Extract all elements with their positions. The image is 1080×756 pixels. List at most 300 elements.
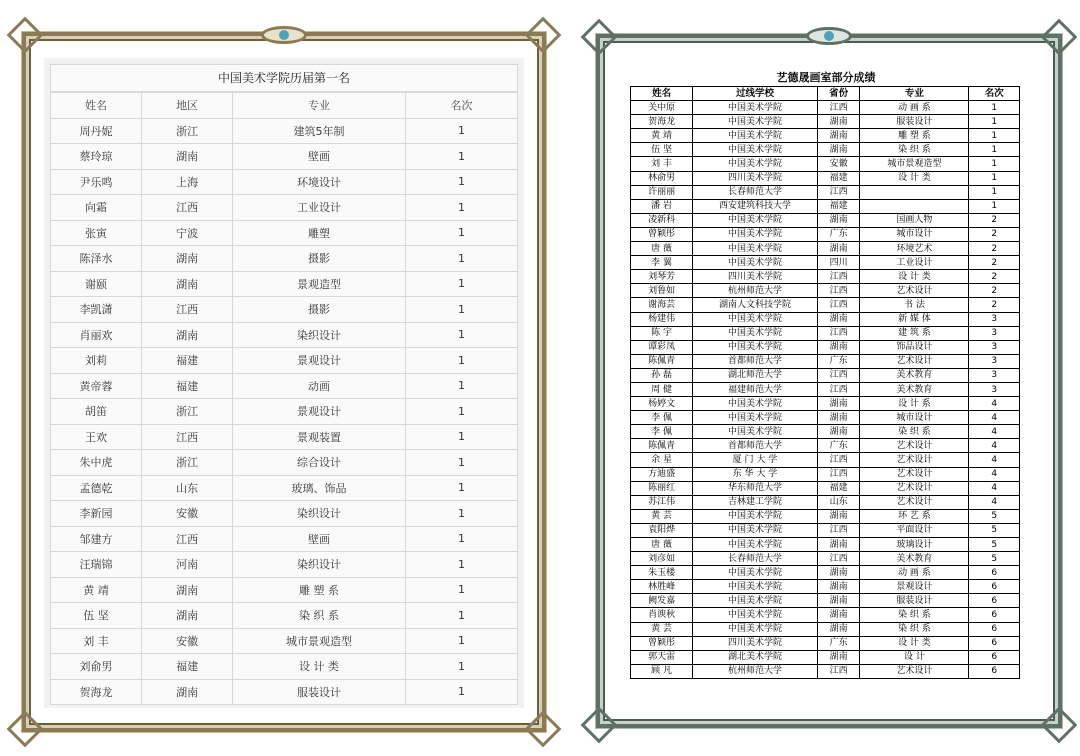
cell-name: 陈佩青 [631, 354, 693, 368]
cell-major: 景观设计 [233, 399, 406, 425]
cell-major: 染织设计 [233, 552, 406, 578]
table-row [631, 636, 1020, 650]
cell-rank: 1 [405, 271, 517, 297]
cell-region: 江西 [142, 195, 233, 221]
cell-school: 湖南人文科技学院 [693, 298, 817, 312]
cell-school: 中国美术学院 [693, 312, 817, 326]
cell-rank: 6 [969, 622, 1020, 636]
cell-region: 安徽 [142, 501, 233, 527]
cell-region: 安徽 [142, 628, 233, 654]
cell-province: 湖南 [817, 608, 860, 622]
cell-rank: 1 [969, 143, 1020, 157]
cell-province: 江西 [817, 284, 860, 298]
cell-name: 阙发嘉 [631, 594, 693, 608]
cell-rank: 5 [969, 523, 1020, 537]
cell-rank: 2 [969, 213, 1020, 227]
cell-name: 刘莉 [51, 348, 142, 374]
table-row [631, 340, 1020, 354]
cell-region: 福建 [142, 373, 233, 399]
cell-rank: 4 [969, 467, 1020, 481]
table-row [51, 144, 518, 170]
cell-school: 四川美术学院 [693, 171, 817, 185]
cell-name: 谢海芸 [631, 298, 693, 312]
column-header-major: 专业 [233, 93, 406, 119]
cell-major: 新 媒 体 [860, 312, 969, 326]
column-header-school: 过线学校 [693, 87, 817, 101]
cell-rank: 3 [969, 382, 1020, 396]
cell-school: 湖北师范大学 [693, 368, 817, 382]
cell-province: 江西 [817, 382, 860, 396]
cell-major: 环境艺术 [860, 242, 969, 256]
table-row [51, 373, 518, 399]
cell-name: 肖谀秋 [631, 608, 693, 622]
cell-rank: 1 [405, 552, 517, 578]
table-row [631, 650, 1020, 664]
cell-name: 孟德乾 [51, 475, 142, 501]
cell-rank: 1 [405, 144, 517, 170]
cell-name: 邹建方 [51, 526, 142, 552]
cell-province: 江西 [817, 523, 860, 537]
cell-rank: 2 [969, 242, 1020, 256]
cell-rank: 1 [405, 373, 517, 399]
cell-name: 刘 丰 [51, 628, 142, 654]
cell-school: 中国美术学院 [693, 566, 817, 580]
cell-major: 设 计 [860, 650, 969, 664]
cell-major: 艺术设计 [860, 439, 969, 453]
table-row [51, 475, 518, 501]
cell-rank: 5 [969, 552, 1020, 566]
cell-name: 李 翼 [631, 256, 693, 270]
cell-name: 曾颖彤 [631, 227, 693, 241]
cell-rank: 1 [405, 654, 517, 680]
cell-major: 设 计 类 [860, 171, 969, 185]
table-row [51, 271, 518, 297]
cell-major: 书 法 [860, 298, 969, 312]
cell-province: 江西 [817, 467, 860, 481]
cell-school: 中国美术学院 [693, 425, 817, 439]
cell-rank: 4 [969, 425, 1020, 439]
cell-province: 福建 [817, 171, 860, 185]
cell-name: 方迪盛 [631, 467, 693, 481]
cell-school: 中国美术学院 [693, 326, 817, 340]
cell-province: 广东 [817, 636, 860, 650]
cell-region: 浙江 [142, 399, 233, 425]
cell-major: 美术教育 [860, 552, 969, 566]
cell-school: 湖北美术学院 [693, 650, 817, 664]
cell-province: 广东 [817, 354, 860, 368]
cell-rank: 1 [405, 628, 517, 654]
cell-province: 四川 [817, 256, 860, 270]
cell-province: 江西 [817, 185, 860, 199]
cell-name: 杨婷文 [631, 397, 693, 411]
table-row [51, 603, 518, 629]
cell-rank: 1 [405, 450, 517, 476]
cell-rank: 2 [969, 284, 1020, 298]
cell-rank: 3 [969, 368, 1020, 382]
table-header-row [631, 87, 1020, 101]
cell-rank: 5 [969, 538, 1020, 552]
table-row [51, 399, 518, 425]
cell-school: 中国美术学院 [693, 143, 817, 157]
cell-name: 顾 凡 [631, 664, 693, 678]
cell-school: 中国美术学院 [693, 397, 817, 411]
cell-rank: 2 [969, 270, 1020, 284]
table-row [631, 199, 1020, 213]
cell-province: 广东 [817, 227, 860, 241]
cell-major: 艺术设计 [860, 495, 969, 509]
cell-name: 黄 靖 [51, 577, 142, 603]
table-row [51, 297, 518, 323]
cell-major: 玻璃、饰品 [233, 475, 406, 501]
table-row [631, 566, 1020, 580]
table-row [51, 220, 518, 246]
cell-rank: 1 [405, 603, 517, 629]
cell-school: 中国美术学院 [693, 340, 817, 354]
cell-school: 杭州师范大学 [693, 664, 817, 678]
cell-major: 染织设计 [233, 501, 406, 527]
cell-province: 广东 [817, 439, 860, 453]
cell-rank: 6 [969, 566, 1020, 580]
cell-major: 服装设计 [233, 679, 406, 705]
cell-province: 湖南 [817, 566, 860, 580]
cell-major: 雕 塑 系 [860, 129, 969, 143]
cell-rank: 6 [969, 594, 1020, 608]
cell-major [860, 185, 969, 199]
cell-name: 潘 岩 [631, 199, 693, 213]
cell-major: 服装设计 [860, 594, 969, 608]
cell-name: 黄 芸 [631, 509, 693, 523]
cell-major: 景观设计 [233, 348, 406, 374]
cell-major: 玻璃设计 [860, 538, 969, 552]
cell-name: 余 星 [631, 453, 693, 467]
cell-major: 建筑5年制 [233, 118, 406, 144]
table-row [631, 622, 1020, 636]
table-row [631, 523, 1020, 537]
cell-rank: 1 [969, 129, 1020, 143]
cell-school: 中国美术学院 [693, 157, 817, 171]
table-row [631, 270, 1020, 284]
cell-school: 杭州师范大学 [693, 284, 817, 298]
cell-major: 设 计 类 [860, 636, 969, 650]
cell-major: 染 织 系 [860, 425, 969, 439]
cell-rank: 3 [969, 326, 1020, 340]
table-row [51, 169, 518, 195]
cell-rank: 1 [405, 246, 517, 272]
cell-name: 袁阳烨 [631, 523, 693, 537]
cell-name: 蔡玲琼 [51, 144, 142, 170]
cell-rank: 1 [405, 348, 517, 374]
cell-name: 王欢 [51, 424, 142, 450]
table-row [51, 246, 518, 272]
cell-name: 周丹妮 [51, 118, 142, 144]
cell-school: 四川美术学院 [693, 270, 817, 284]
cell-school: 中国美术学院 [693, 622, 817, 636]
cell-name: 李凯潇 [51, 297, 142, 323]
cell-major: 设 计 类 [860, 270, 969, 284]
cell-major: 城市设计 [860, 227, 969, 241]
cell-name: 凌新科 [631, 213, 693, 227]
cell-rank: 4 [969, 453, 1020, 467]
cell-school: 华东师范大学 [693, 481, 817, 495]
cell-major: 设 计 类 [233, 654, 406, 680]
cell-major: 美术教育 [860, 382, 969, 396]
cell-name: 向霜 [51, 195, 142, 221]
cell-region: 湖南 [142, 271, 233, 297]
cell-rank: 2 [969, 256, 1020, 270]
table-row [631, 509, 1020, 523]
cell-name: 肖丽欢 [51, 322, 142, 348]
column-header-rank: 名次 [405, 93, 517, 119]
cell-name: 陈 宇 [631, 326, 693, 340]
table-row [631, 368, 1020, 382]
table-row [631, 284, 1020, 298]
cell-major: 摄影 [233, 246, 406, 272]
table-row [51, 552, 518, 578]
frame-crest-ornament [261, 26, 307, 44]
table-row [631, 227, 1020, 241]
cell-major: 饰品设计 [860, 340, 969, 354]
cell-province: 江西 [817, 552, 860, 566]
cell-province: 湖南 [817, 580, 860, 594]
cell-region: 湖南 [142, 679, 233, 705]
cell-name: 陈泽水 [51, 246, 142, 272]
cell-school: 长春师范大学 [693, 185, 817, 199]
cell-rank: 3 [969, 312, 1020, 326]
cell-region: 江西 [142, 526, 233, 552]
cell-school: 中国美术学院 [693, 256, 817, 270]
cell-major: 艺术设计 [860, 481, 969, 495]
cell-province: 湖南 [817, 143, 860, 157]
cell-major: 染 织 系 [860, 143, 969, 157]
cell-region: 福建 [142, 654, 233, 680]
table-row [631, 115, 1020, 129]
cell-name: 黄 靖 [631, 129, 693, 143]
cell-rank: 3 [969, 340, 1020, 354]
table-row [631, 213, 1020, 227]
cell-major: 壁画 [233, 144, 406, 170]
table-row [631, 382, 1020, 396]
cell-name: 谭彩凤 [631, 340, 693, 354]
cell-name: 谢颐 [51, 271, 142, 297]
table-row [51, 424, 518, 450]
cell-major: 艺术设计 [860, 467, 969, 481]
table-row [51, 628, 518, 654]
cell-school: 中国美术学院 [693, 594, 817, 608]
cell-major: 国画人物 [860, 213, 969, 227]
column-header-rank: 名次 [969, 87, 1020, 101]
cell-name: 刘俞男 [51, 654, 142, 680]
cell-school: 中国美术学院 [693, 101, 817, 115]
cell-province: 江西 [817, 664, 860, 678]
cell-province: 山东 [817, 495, 860, 509]
cell-name: 黄帝蓉 [51, 373, 142, 399]
table-row [631, 242, 1020, 256]
table-row [51, 450, 518, 476]
cell-major: 城市景观造型 [860, 157, 969, 171]
cell-major: 动画 [233, 373, 406, 399]
cell-school: 吉林建工学院 [693, 495, 817, 509]
cell-major: 染 织 系 [233, 603, 406, 629]
table-row [631, 425, 1020, 439]
cell-name: 刘 丰 [631, 157, 693, 171]
cell-major: 动 画 系 [860, 101, 969, 115]
cell-rank: 6 [969, 636, 1020, 650]
column-header-name: 姓名 [631, 87, 693, 101]
cell-school: 西安建筑科技大学 [693, 199, 817, 213]
cell-name: 贺海龙 [631, 115, 693, 129]
cell-rank: 1 [405, 501, 517, 527]
table-row [631, 326, 1020, 340]
cell-school: 中国美术学院 [693, 115, 817, 129]
table-row [631, 185, 1020, 199]
table-row [631, 580, 1020, 594]
cell-name: 李新园 [51, 501, 142, 527]
cell-school: 东 华 大 学 [693, 467, 817, 481]
cell-school: 中国美术学院 [693, 523, 817, 537]
cell-rank: 4 [969, 481, 1020, 495]
cell-rank: 1 [405, 475, 517, 501]
cell-major: 染织设计 [233, 322, 406, 348]
right-table-panel [630, 70, 1022, 692]
cell-name: 汪瑞锦 [51, 552, 142, 578]
cell-region: 湖南 [142, 322, 233, 348]
cell-province: 湖南 [817, 622, 860, 636]
cell-name: 唐 薇 [631, 242, 693, 256]
cell-major: 壁画 [233, 526, 406, 552]
cell-name: 伍 坚 [631, 143, 693, 157]
table-row [631, 298, 1020, 312]
table-row [631, 495, 1020, 509]
cell-province: 湖南 [817, 594, 860, 608]
cell-region: 浙江 [142, 118, 233, 144]
table-row [51, 195, 518, 221]
cell-rank: 1 [969, 185, 1020, 199]
cell-rank: 3 [969, 354, 1020, 368]
table-row [51, 348, 518, 374]
cell-region: 上海 [142, 169, 233, 195]
cell-school: 中国美术学院 [693, 411, 817, 425]
cell-region: 江西 [142, 424, 233, 450]
cell-rank: 6 [969, 664, 1020, 678]
cell-rank: 4 [969, 495, 1020, 509]
cell-name: 林俞男 [631, 171, 693, 185]
cell-major: 服装设计 [860, 115, 969, 129]
cell-major: 建 筑 系 [860, 326, 969, 340]
cell-rank: 1 [405, 220, 517, 246]
cell-major: 艺术设计 [860, 664, 969, 678]
table-row [631, 354, 1020, 368]
cell-rank: 1 [405, 297, 517, 323]
table-row [51, 526, 518, 552]
cell-province: 湖南 [817, 425, 860, 439]
cell-region: 宁波 [142, 220, 233, 246]
cell-province: 福建 [817, 481, 860, 495]
cell-major: 染 织 系 [860, 608, 969, 622]
cell-major: 景观设计 [860, 580, 969, 594]
cell-province: 湖南 [817, 242, 860, 256]
cell-school: 长春师范大学 [693, 552, 817, 566]
cell-major: 雕塑 [233, 220, 406, 246]
cell-province: 湖南 [817, 213, 860, 227]
cell-region: 湖南 [142, 577, 233, 603]
cell-school: 中国美术学院 [693, 608, 817, 622]
cell-major: 艺术设计 [860, 453, 969, 467]
cell-school: 中国美术学院 [693, 580, 817, 594]
cell-rank: 1 [405, 424, 517, 450]
table-row [631, 312, 1020, 326]
cell-rank: 6 [969, 608, 1020, 622]
cell-rank: 1 [405, 679, 517, 705]
cell-major: 景观装置 [233, 424, 406, 450]
cell-rank: 1 [969, 171, 1020, 185]
cell-name: 关中原 [631, 101, 693, 115]
cell-major: 设 计 系 [860, 397, 969, 411]
cell-major: 环境设计 [233, 169, 406, 195]
cell-rank: 1 [969, 157, 1020, 171]
cell-province: 湖南 [817, 115, 860, 129]
cell-name: 刘彦如 [631, 552, 693, 566]
cell-major: 城市设计 [860, 411, 969, 425]
cell-rank: 4 [969, 397, 1020, 411]
cell-province: 安徽 [817, 157, 860, 171]
right-table-title: 艺德晟画室部分成绩 [776, 71, 876, 84]
cell-school: 福建师范大学 [693, 382, 817, 396]
cell-name: 许丽丽 [631, 185, 693, 199]
left-table-title: 中国美术学院历届第一名 [50, 64, 518, 92]
table-row [631, 664, 1020, 678]
cell-rank: 4 [969, 411, 1020, 425]
column-header-province: 省份 [817, 87, 860, 101]
cell-school: 中国美术学院 [693, 227, 817, 241]
cell-name: 伍 坚 [51, 603, 142, 629]
cell-major [860, 199, 969, 213]
table-row [51, 322, 518, 348]
cell-school: 厦 门 大 学 [693, 453, 817, 467]
cell-province: 湖南 [817, 650, 860, 664]
table-row [51, 577, 518, 603]
cell-major: 雕 塑 系 [233, 577, 406, 603]
cell-name: 陈佩青 [631, 439, 693, 453]
cell-school: 中国美术学院 [693, 509, 817, 523]
cell-name: 林胜峰 [631, 580, 693, 594]
cell-province: 湖南 [817, 538, 860, 552]
table-row [631, 481, 1020, 495]
cell-name: 李 佩 [631, 425, 693, 439]
cell-major: 艺术设计 [860, 354, 969, 368]
cell-rank: 6 [969, 650, 1020, 664]
cell-rank: 1 [405, 118, 517, 144]
table-row [631, 101, 1020, 115]
cell-rank: 2 [969, 227, 1020, 241]
frame-crest-ornament [806, 27, 852, 45]
cell-province: 湖南 [817, 340, 860, 354]
cell-province: 江西 [817, 453, 860, 467]
table-row [631, 157, 1020, 171]
cell-major: 摄影 [233, 297, 406, 323]
cell-region: 山东 [142, 475, 233, 501]
left-ranking-table [50, 92, 518, 705]
table-row [631, 411, 1020, 425]
cell-major: 景观造型 [233, 271, 406, 297]
cell-region: 河南 [142, 552, 233, 578]
cell-rank: 1 [405, 322, 517, 348]
cell-name: 朱玉楼 [631, 566, 693, 580]
cell-major: 综合设计 [233, 450, 406, 476]
cell-rank: 1 [405, 399, 517, 425]
table-row [631, 467, 1020, 481]
cell-name: 刘鲁如 [631, 284, 693, 298]
table-row [51, 679, 518, 705]
